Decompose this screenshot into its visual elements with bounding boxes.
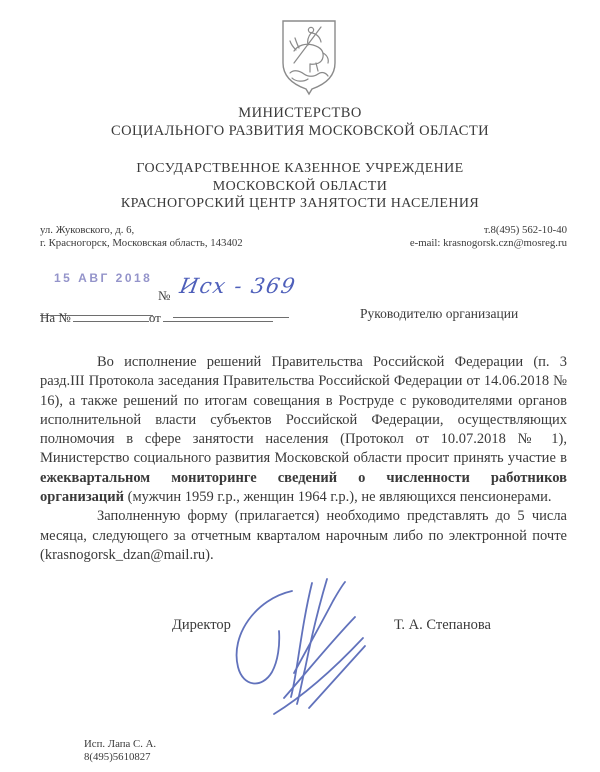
paragraph1-start: Во исполнение решений Правительства Российской Федерации (п. 3 разд.III Протокола заседания Правительства Российской Федерации от 14.06.2018 № 16), а также решений по итогам совещания в Роструде с руководителями органов исполнительной власти субъектов Российской Федерации, осуществляющих полномочия в сфере занятости населения (Протокол от 10.07.2018 № 1), Министерство социального развития Московской области просит принять участие в: [40, 354, 567, 467]
reply-number-label: На №: [40, 310, 71, 325]
executor-name: Исп. Лапа С. А.: [84, 738, 157, 750]
executor-phone: 8(495)5610827: [84, 751, 151, 763]
director-signature-ink: [214, 577, 404, 724]
address-line2: г. Красногорск, Московская область, 143402: [40, 236, 243, 249]
phone-number: т.8(495) 562-10-40: [483, 224, 567, 236]
paragraph1-end: (мужчин 1959 г.р., женщин 1964 г.р.), не являющихся пенсионерами.: [124, 489, 552, 506]
blank-line: [73, 308, 149, 322]
addressee: Руководителю организации: [360, 306, 519, 321]
organization-name-line2: МОСКОВСКОЙ ОБЛАСТИ: [212, 178, 388, 194]
executor-block: [84, 738, 156, 764]
signer-position-title: Директор: [172, 617, 231, 633]
ministry-name: [0, 104, 600, 140]
paragraph1-bold-phrase: ежеквартальном мониторинге сведений о численности работников организаций: [40, 469, 567, 506]
letter-body: [40, 353, 567, 565]
contact-block: [40, 224, 567, 250]
postal-address: [40, 224, 243, 250]
ministry-name-line1: МИНИСТЕРСТВО: [238, 105, 362, 121]
date-stamp: 15 АВГ 2018: [54, 271, 153, 285]
coat-of-arms-moscow-oblast-icon: [280, 18, 338, 101]
email-address: e-mail: krasnogorsk.czn@mosreg.ru: [409, 236, 567, 249]
outgoing-number-handwritten: Исх - 369: [177, 274, 299, 298]
address-line1: ул. Жуковского, д. 6,: [40, 224, 135, 236]
blank-line: [163, 308, 273, 322]
signer-name: Т. А. Степанова: [394, 617, 491, 633]
body-paragraph-1: [40, 353, 567, 507]
reply-date-label: от: [148, 310, 161, 325]
phone-email: [410, 224, 567, 250]
organization-name: [0, 160, 600, 213]
body-paragraph-2: Заполненную форму (прилагается) необходимо представлять до 5 числа месяца, следующего за отчетным кварталом нарочным либо по электронной почте (krasnogorsk_dzan@mail.ru).: [40, 508, 567, 563]
organization-name-line1: ГОСУДАРСТВЕННОЕ КАЗЕННОЕ УЧРЕЖДЕНИЕ: [136, 161, 464, 176]
organization-name-line3: КРАСНОГОРСКИЙ ЦЕНТР ЗАНЯТОСТИ НАСЕЛЕНИЯ: [120, 196, 480, 211]
number-sign-label: №: [158, 288, 171, 303]
ministry-name-line2: СОЦИАЛЬНОГО РАЗВИТИЯ МОСКОВСКОЙ ОБЛАСТИ: [111, 123, 489, 139]
incoming-reference-row: [40, 308, 305, 326]
